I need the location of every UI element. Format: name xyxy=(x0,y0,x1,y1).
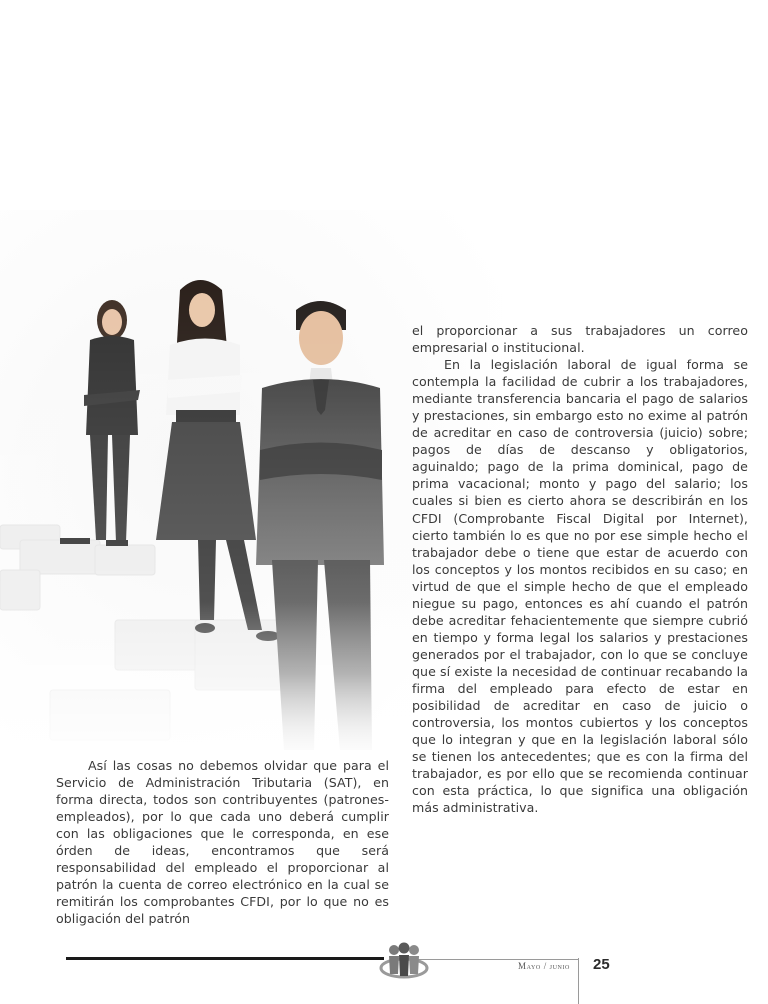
paragraph: En la legislación laboral de igual forma se contempla la facilidad de cubrir a los trabajadores, mediante transferencia bancaria el pago de salarios y prestaciones, sin embargo esto no exime al patrón de acreditar en caso de controversia (juicio) sobre; pagos de días de descanso y obligatorios, aguinaldo; pago de la prima dominical, pago de prima vacacional; monto y pago del salario; los cuales si bien es cierto ahora se describirán en los CFDI (Comprobante Fiscal Digital por Internet), cierto también lo es que no por ese simple hecho el trabajador debe o tiene que estar de acuerdo con los conceptos y los montos recibidos en su caso; en virtud de que el simple hecho de que el empleado niegue su pago, entonces es ahí cuando el patrón debe acreditar fehacientemente que siempre cubrió en tiempo y forma legal los salarios y prestaciones generados por el trabajador, con lo que se concluye que sí existe la necesidad de continuar recabando la firma del empleado para efecto de estar en posibilidad de acreditar en caso de juicio o controversia, los montos cubiertos y los conceptos que lo integran y que en la legislación laboral sólo se tienen los antecedentes; que es con la firma del trabajador, es por ello que se recomienda continuar con esta práctica, lo que significa una obligación más administrativa. xyxy=(412,357,748,816)
paragraph: Así las cosas no debemos olvidar que para el Servicio de Administración Tributaria (SAT), en forma directa, todos son contribuyentes (patrones-empleados), por lo que cada uno deberá cumplir con las obligaciones que le corresponda, en ese órden de ideas, encontramos que será responsabilidad del empleado el proporcionar al patrón la cuenta de correo electrónico en la cual se remitirán los comprobantes CFDI, por lo que no es obligación del patrón xyxy=(56,758,389,927)
issue-month: Mayo / junio xyxy=(518,961,570,971)
paragraph: el proporcionar a sus trabajadores un correo empresarial o institucional. xyxy=(412,323,748,356)
footer-thin-rule xyxy=(414,959,578,960)
footer-rule xyxy=(66,957,384,960)
left-text-column xyxy=(56,757,389,927)
footer-vertical-divider xyxy=(578,958,579,1004)
magazine-logo-icon xyxy=(379,940,429,984)
right-text-column xyxy=(412,322,748,816)
page-number: 25 xyxy=(593,956,610,973)
